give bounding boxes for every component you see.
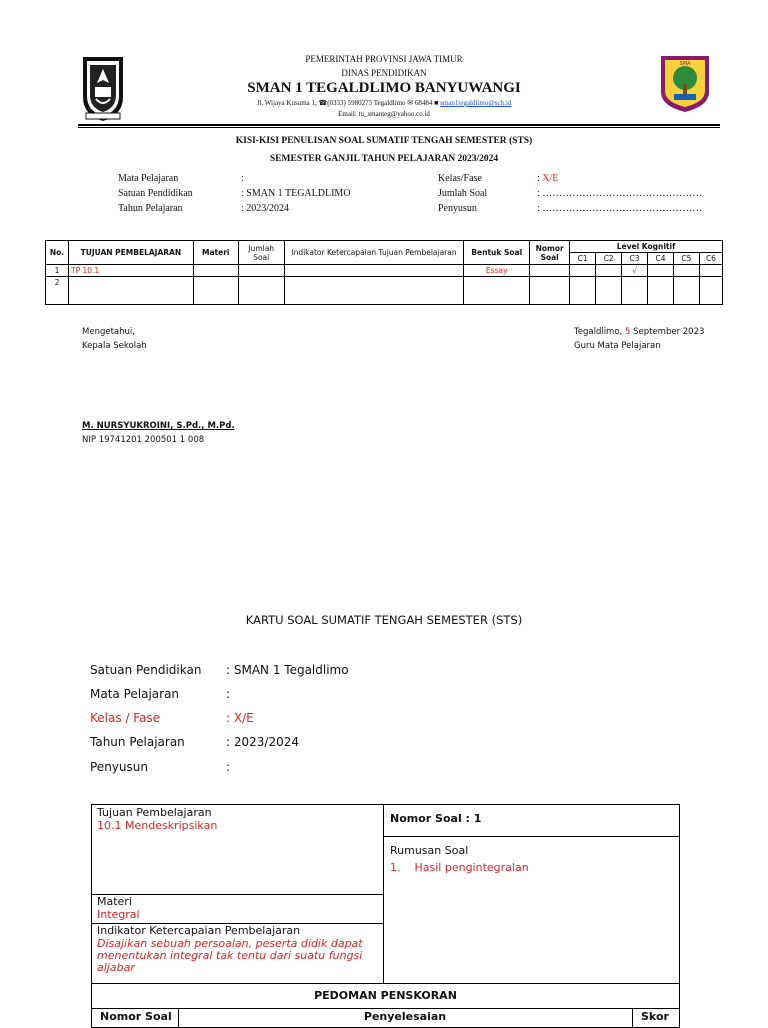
tahun-label: Tahun Pelajaran	[118, 203, 183, 214]
col-level: Level Kognitif	[570, 241, 723, 253]
date-day: 5	[624, 327, 631, 337]
col-c5: C5	[673, 253, 699, 265]
k-penyusun-value: :	[226, 760, 231, 774]
col-indikator: Indikator Ketercapaian Tujuan Pembelajaran	[284, 241, 464, 265]
nomor-soal-label: Nomor Soal : 1	[390, 812, 482, 825]
materi-value: Integral	[97, 908, 140, 921]
kelas-value	[537, 173, 558, 184]
satuan-label: Satuan Pendidikan	[118, 188, 193, 199]
cell-nomor	[530, 277, 570, 305]
cell-jumlah	[238, 265, 284, 277]
col-c4: C4	[648, 253, 674, 265]
cell-c1	[570, 265, 596, 277]
tahun-value: : 2023/2024	[241, 203, 290, 214]
place-date	[574, 325, 704, 339]
cell-c6	[699, 265, 722, 277]
cell-no: 1	[46, 265, 69, 277]
rumusan-num: 1.	[390, 861, 401, 874]
cell-c1	[570, 277, 596, 305]
k-tahun-value: : 2023/2024	[226, 735, 299, 749]
k-kelas-text: X/E	[233, 711, 254, 725]
table-header-row	[46, 241, 723, 253]
cell-indikator	[284, 277, 464, 305]
cell-bentuk: Essay	[464, 265, 530, 277]
school-logo	[657, 52, 713, 114]
rumusan-label: Rumusan Soal	[390, 844, 469, 857]
table-row	[46, 277, 723, 305]
principal-signature	[82, 419, 235, 447]
pedoman-label: PEDOMAN PENSKORAN	[314, 989, 457, 1002]
school-name: SMAN 1 TEGALDLIMO BANYUWANGI	[247, 80, 521, 96]
cell-c2	[596, 265, 622, 277]
cell-indikator	[284, 265, 464, 277]
jumlah-value: : …………………………………………	[537, 188, 703, 199]
principal-title: Kepala Sekolah	[82, 341, 147, 351]
cell-bentuk	[464, 277, 530, 305]
jumlah-label: Jumlah Soal	[438, 188, 488, 199]
scoring-divider-2	[632, 1008, 633, 1028]
col-c6: C6	[699, 253, 722, 265]
col-materi: Materi	[193, 241, 238, 265]
place: Tegaldlimo,	[574, 327, 625, 337]
tujuan-label: Tujuan Pembelajaran	[97, 806, 212, 819]
acknowledged-label: Mengetahui,	[82, 327, 135, 337]
signature-right	[574, 325, 704, 353]
principal-name: M. NURSYUKROINI, S.Pd., M.Pd.	[82, 421, 235, 431]
k-tahun-label: Tahun Pelajaran	[90, 735, 185, 749]
col-penyelesaian: Penyelesaian	[363, 1010, 447, 1023]
col-nomor: Nomor Soal	[530, 241, 570, 265]
materi-label: Materi	[97, 895, 132, 908]
cell-materi	[193, 277, 238, 305]
school-address	[0, 99, 768, 107]
cell-tujuan: TP 10.1	[68, 265, 193, 277]
kelas-text: X/E	[542, 173, 559, 184]
col-tujuan: TUJUAN PEMBELAJARAN	[68, 241, 193, 265]
teacher-title: Guru Mata Pelajaran	[574, 341, 661, 351]
cell-c3: √	[622, 265, 648, 277]
k-kelas-colon: :	[226, 711, 231, 725]
indikator-label: Indikator Ketercapaian Pembelajaran	[97, 924, 301, 937]
cell-nomor	[530, 265, 570, 277]
kisi-table	[45, 240, 723, 305]
rumusan-value: Hasil pengintegralan	[414, 861, 529, 874]
col-skor: Skor	[641, 1010, 669, 1023]
k-satuan-label: Satuan Pendidikan	[90, 663, 202, 677]
indikator-value: Disajikan sebuah persoalan, peserta didik dapat menentukan integral tak tentu dari suatu fungsi aljabar	[97, 937, 363, 974]
k-satuan-value: : SMAN 1 Tegaldlimo	[226, 663, 349, 677]
signature-left	[82, 325, 147, 353]
address-text: Jl. Wijaya Kusuma 1, ☎(0333) 5980275 Tegaldlimo ✉ 68484 ■	[256, 99, 441, 107]
col-bentuk: Bentuk Soal	[464, 241, 530, 265]
principal-nip: NIP 19741201 200501 1 008	[82, 435, 205, 445]
cell-materi	[193, 265, 238, 277]
k-mapel-value: :	[226, 687, 231, 701]
kisi-title: KISI-KISI PENULISAN SOAL SUMATIF TENGAH SEMESTER (STS)	[235, 136, 533, 146]
header-rule	[78, 124, 720, 126]
kisi-subtitle: SEMESTER GANJIL TAHUN PELAJARAN 2023/2024	[269, 154, 499, 164]
header-rule-thin	[78, 127, 720, 128]
school-email-link[interactable]: sman1tegaldlimo@sch.id	[440, 99, 512, 107]
k-kelas-value	[226, 711, 254, 725]
penyusun-label: Penyusun	[438, 203, 477, 214]
cell-no: 2	[46, 277, 69, 305]
cell-jumlah	[238, 277, 284, 305]
cell-tujuan	[68, 277, 193, 305]
rumusan-item	[390, 862, 529, 874]
line-materi	[91, 894, 384, 895]
col-nomor-soal: Nomor Soal	[100, 1010, 172, 1023]
col-c3: C3	[622, 253, 648, 265]
mapel-value: :	[241, 173, 244, 184]
satuan-value: : SMAN 1 TEGALDLIMO	[241, 188, 351, 199]
cell-c5	[673, 277, 699, 305]
cell-c3	[622, 277, 648, 305]
cell-c4	[648, 265, 674, 277]
tujuan-value: 10.1 Mendeskripsikan	[97, 819, 218, 832]
col-jumlah: Jumlah Soal	[238, 241, 284, 265]
cell-c4	[648, 277, 674, 305]
kelas-colon: :	[537, 173, 540, 184]
penyusun-value: : …………………………………………	[537, 203, 703, 214]
col-c2: C2	[596, 253, 622, 265]
col-no: No.	[46, 241, 69, 265]
date-rest: September 2023	[630, 327, 705, 337]
k-penyusun-label: Penyusun	[90, 760, 148, 774]
cell-c2	[596, 277, 622, 305]
school-email: Email: tu_smanteg@yahoo.co.id	[338, 110, 430, 118]
kartu-title: KARTU SOAL SUMATIF TENGAH SEMESTER (STS)	[245, 613, 523, 627]
col-c1: C1	[570, 253, 596, 265]
logo-right-text: SMA	[679, 61, 691, 67]
k-kelas-label: Kelas / Fase	[90, 711, 161, 725]
agency-name: DINAS PENDIDIKAN	[341, 68, 427, 78]
cell-c6	[699, 277, 722, 305]
cell-c5	[673, 265, 699, 277]
k-mapel-label: Mata Pelajaran	[90, 687, 180, 701]
kelas-label: Kelas/Fase	[438, 173, 482, 184]
mapel-label: Mata Pelajaran	[118, 173, 179, 184]
gov-name: PEMERINTAH PROVINSI JAWA TIMUR	[305, 54, 463, 64]
table-row	[46, 265, 723, 277]
line-nomor	[383, 836, 680, 837]
